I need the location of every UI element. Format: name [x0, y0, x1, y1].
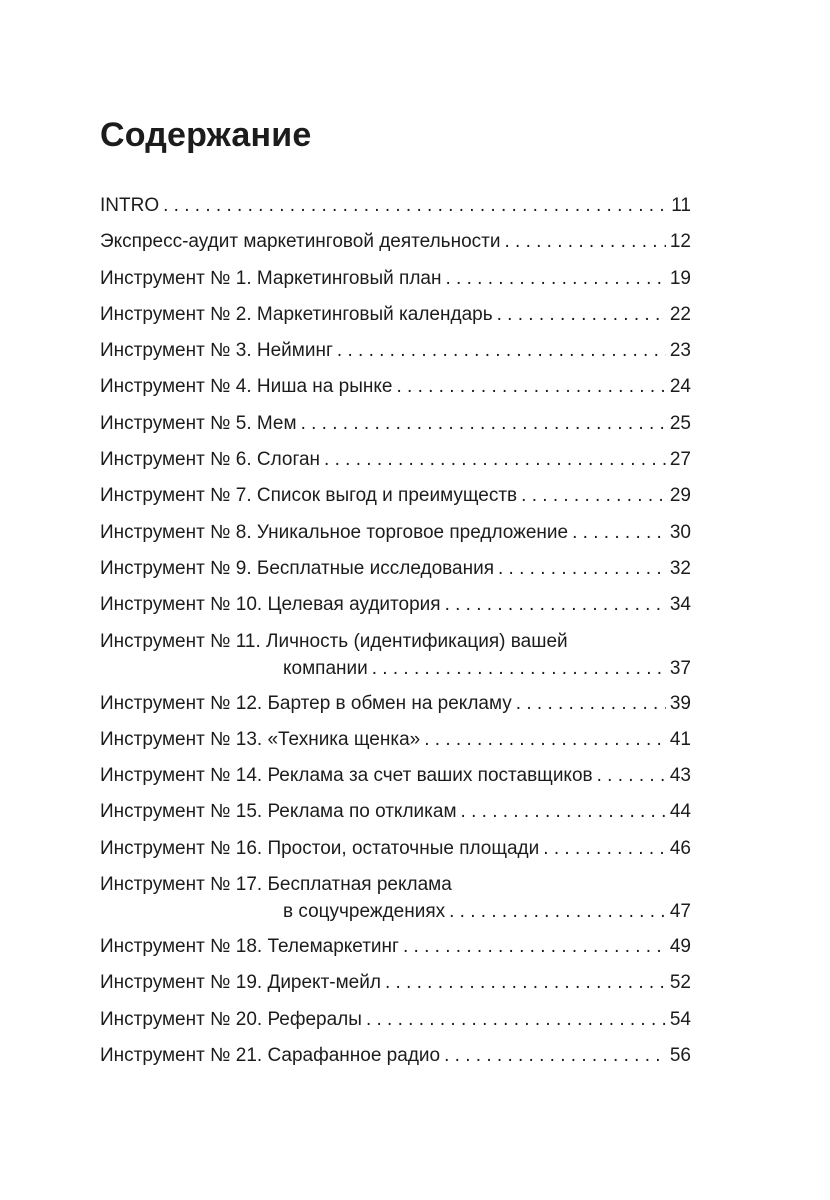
- toc-entry-title: Инструмент № 1. Маркетинговый план: [100, 267, 442, 289]
- toc-entry: [100, 969, 691, 996]
- toc-entry-title: Инструмент № 6. Слоган: [100, 449, 321, 471]
- toc-entry-title-continuation: компании: [283, 657, 368, 679]
- toc-entry-page-number: 37: [669, 657, 691, 679]
- toc-entry-title: Инструмент № 2. Маркетинговый календарь: [100, 303, 493, 325]
- toc-entry-line: [100, 410, 691, 437]
- toc-entry-line: [100, 898, 691, 925]
- toc-entry-line: [100, 655, 691, 682]
- dot-leader: [597, 762, 666, 789]
- toc-entry-line: [100, 871, 691, 898]
- toc-entry-page-number: 24: [669, 376, 691, 398]
- toc-entry-page-number: 12: [669, 231, 691, 253]
- toc-entry-page-number: 43: [669, 765, 691, 787]
- toc-entry: [100, 591, 691, 618]
- toc-entry-page-number: 22: [669, 303, 691, 325]
- toc-entry-title: Инструмент № 3. Нейминг: [100, 340, 333, 362]
- toc-entry-title: Инструмент № 14. Реклама за счет ваших поставщиков: [100, 765, 593, 787]
- toc-entry-page-number: 32: [669, 557, 691, 579]
- toc-entry: [100, 871, 691, 925]
- toc-entry-line: [100, 228, 691, 255]
- toc-entry-page-number: 39: [669, 692, 691, 714]
- dot-leader: [385, 969, 666, 996]
- toc-entry-title: Инструмент № 5. Мем: [100, 412, 297, 434]
- toc-entry-line: [100, 591, 691, 618]
- toc-entry: [100, 519, 691, 546]
- toc-entry-page-number: 11: [671, 195, 691, 216]
- toc-entry-page-number: 34: [669, 594, 691, 616]
- dot-leader: [366, 1006, 666, 1033]
- toc-entry-line: [100, 933, 691, 960]
- toc-entry: [100, 228, 691, 255]
- page-title: Содержание: [100, 116, 312, 154]
- toc-entry-line: [100, 1042, 691, 1069]
- toc-entry: [100, 192, 691, 219]
- toc-entry: [100, 690, 691, 717]
- toc-entry-page-number: 44: [669, 801, 691, 823]
- dot-leader: [444, 1042, 666, 1069]
- dot-leader: [403, 933, 666, 960]
- toc-entry-line: [100, 446, 691, 473]
- toc-entry: [100, 265, 691, 292]
- dot-leader: [449, 898, 666, 925]
- toc-entry: [100, 762, 691, 789]
- toc-entry-page-number: 27: [669, 449, 691, 471]
- dot-leader: [498, 555, 666, 582]
- toc-entry-title: Инструмент № 18. Телемаркетинг: [100, 936, 399, 958]
- dot-leader: [521, 482, 666, 509]
- toc-entry-page-number: 23: [669, 340, 691, 362]
- toc-entry-line: [100, 373, 691, 400]
- toc-entry: [100, 410, 691, 437]
- dot-leader: [572, 519, 666, 546]
- toc-entry: [100, 555, 691, 582]
- toc-entry-line: [100, 726, 691, 753]
- dot-leader: [337, 337, 666, 364]
- toc-entry: [100, 933, 691, 960]
- toc-entry-title: Инструмент № 15. Реклама по откликам: [100, 801, 457, 823]
- dot-leader: [445, 265, 665, 292]
- toc-entry-page-number: 30: [669, 521, 691, 543]
- toc-entry-title: Инструмент № 4. Ниша на рынке: [100, 376, 393, 398]
- dot-leader: [372, 655, 666, 682]
- toc-entry-title: INTRO: [100, 195, 160, 216]
- toc-entry-title: Инструмент № 7. Список выгод и преимуществ: [100, 485, 518, 507]
- toc-entry-title: Инструмент № 19. Директ-мейл: [100, 972, 381, 994]
- dot-leader: [396, 373, 665, 400]
- dot-leader: [516, 690, 666, 717]
- toc-entry-page-number: 29: [669, 485, 691, 507]
- toc-entry-title: Инструмент № 16. Простои, остаточные площади: [100, 837, 540, 859]
- toc-entry: [100, 482, 691, 509]
- toc-entry-title: Инструмент № 13. «Техника щенка»: [100, 728, 421, 750]
- toc-entry: [100, 628, 691, 682]
- dot-leader: [424, 726, 666, 753]
- toc-entry-line: [100, 482, 691, 509]
- table-of-contents: [100, 192, 691, 1069]
- dot-leader: [163, 192, 667, 219]
- toc-entry-line: [100, 337, 691, 364]
- toc-entry-page-number: 19: [669, 267, 691, 289]
- toc-entry-line: [100, 265, 691, 292]
- toc-entry: [100, 835, 691, 862]
- toc-entry-page-number: 49: [669, 936, 691, 958]
- toc-entry-line: [100, 192, 691, 219]
- toc-entry-line: [100, 798, 691, 825]
- toc-entry-title: Инструмент № 12. Бартер в обмен на рекламу: [100, 692, 512, 714]
- toc-entry: [100, 337, 691, 364]
- dot-leader: [497, 301, 666, 328]
- toc-entry-page-number: 41: [669, 728, 691, 750]
- toc-entry-page-number: 46: [669, 837, 691, 859]
- dot-leader: [324, 446, 666, 473]
- dot-leader: [504, 228, 665, 255]
- toc-entry: [100, 798, 691, 825]
- dot-leader: [543, 835, 666, 862]
- toc-entry-line: [100, 301, 691, 328]
- toc-entry-title-continuation: в соцучреждениях: [283, 901, 446, 923]
- toc-entry-title: Инструмент № 11. Личность (идентификация) вашей: [100, 630, 568, 652]
- toc-entry-line: [100, 519, 691, 546]
- toc-entry: [100, 1042, 691, 1069]
- toc-entry-title: Инструмент № 8. Уникальное торговое предложение: [100, 521, 569, 543]
- toc-entry: [100, 373, 691, 400]
- toc-entry: [100, 301, 691, 328]
- toc-entry-page-number: 56: [669, 1044, 691, 1066]
- toc-entry-line: [100, 969, 691, 996]
- dot-leader: [461, 798, 666, 825]
- toc-entry-line: [100, 1006, 691, 1033]
- toc-entry-title: Инструмент № 21. Сарафанное радио: [100, 1044, 441, 1066]
- toc-entry-title: Инструмент № 9. Бесплатные исследования: [100, 557, 494, 579]
- toc-entry-line: [100, 628, 691, 655]
- dot-leader: [445, 591, 666, 618]
- toc-entry-page-number: 54: [669, 1008, 691, 1030]
- toc-entry-page-number: 47: [669, 901, 691, 923]
- toc-entry-title: Экспресс-аудит маркетинговой деятельности: [100, 231, 501, 253]
- toc-entry: [100, 446, 691, 473]
- toc-entry: [100, 726, 691, 753]
- toc-entry-title: Инструмент № 20. Рефералы: [100, 1008, 362, 1030]
- toc-entry-page-number: 52: [669, 972, 691, 994]
- toc-entry-title: Инструмент № 17. Бесплатная реклама: [100, 874, 452, 896]
- contents-page: [100, 112, 691, 1078]
- toc-entry-line: [100, 762, 691, 789]
- toc-entry-line: [100, 690, 691, 717]
- toc-entry-title: Инструмент № 10. Целевая аудитория: [100, 594, 441, 616]
- toc-entry-line: [100, 555, 691, 582]
- toc-entry-page-number: 25: [669, 412, 691, 434]
- dot-leader: [301, 410, 666, 437]
- toc-entry-line: [100, 835, 691, 862]
- toc-entry: [100, 1006, 691, 1033]
